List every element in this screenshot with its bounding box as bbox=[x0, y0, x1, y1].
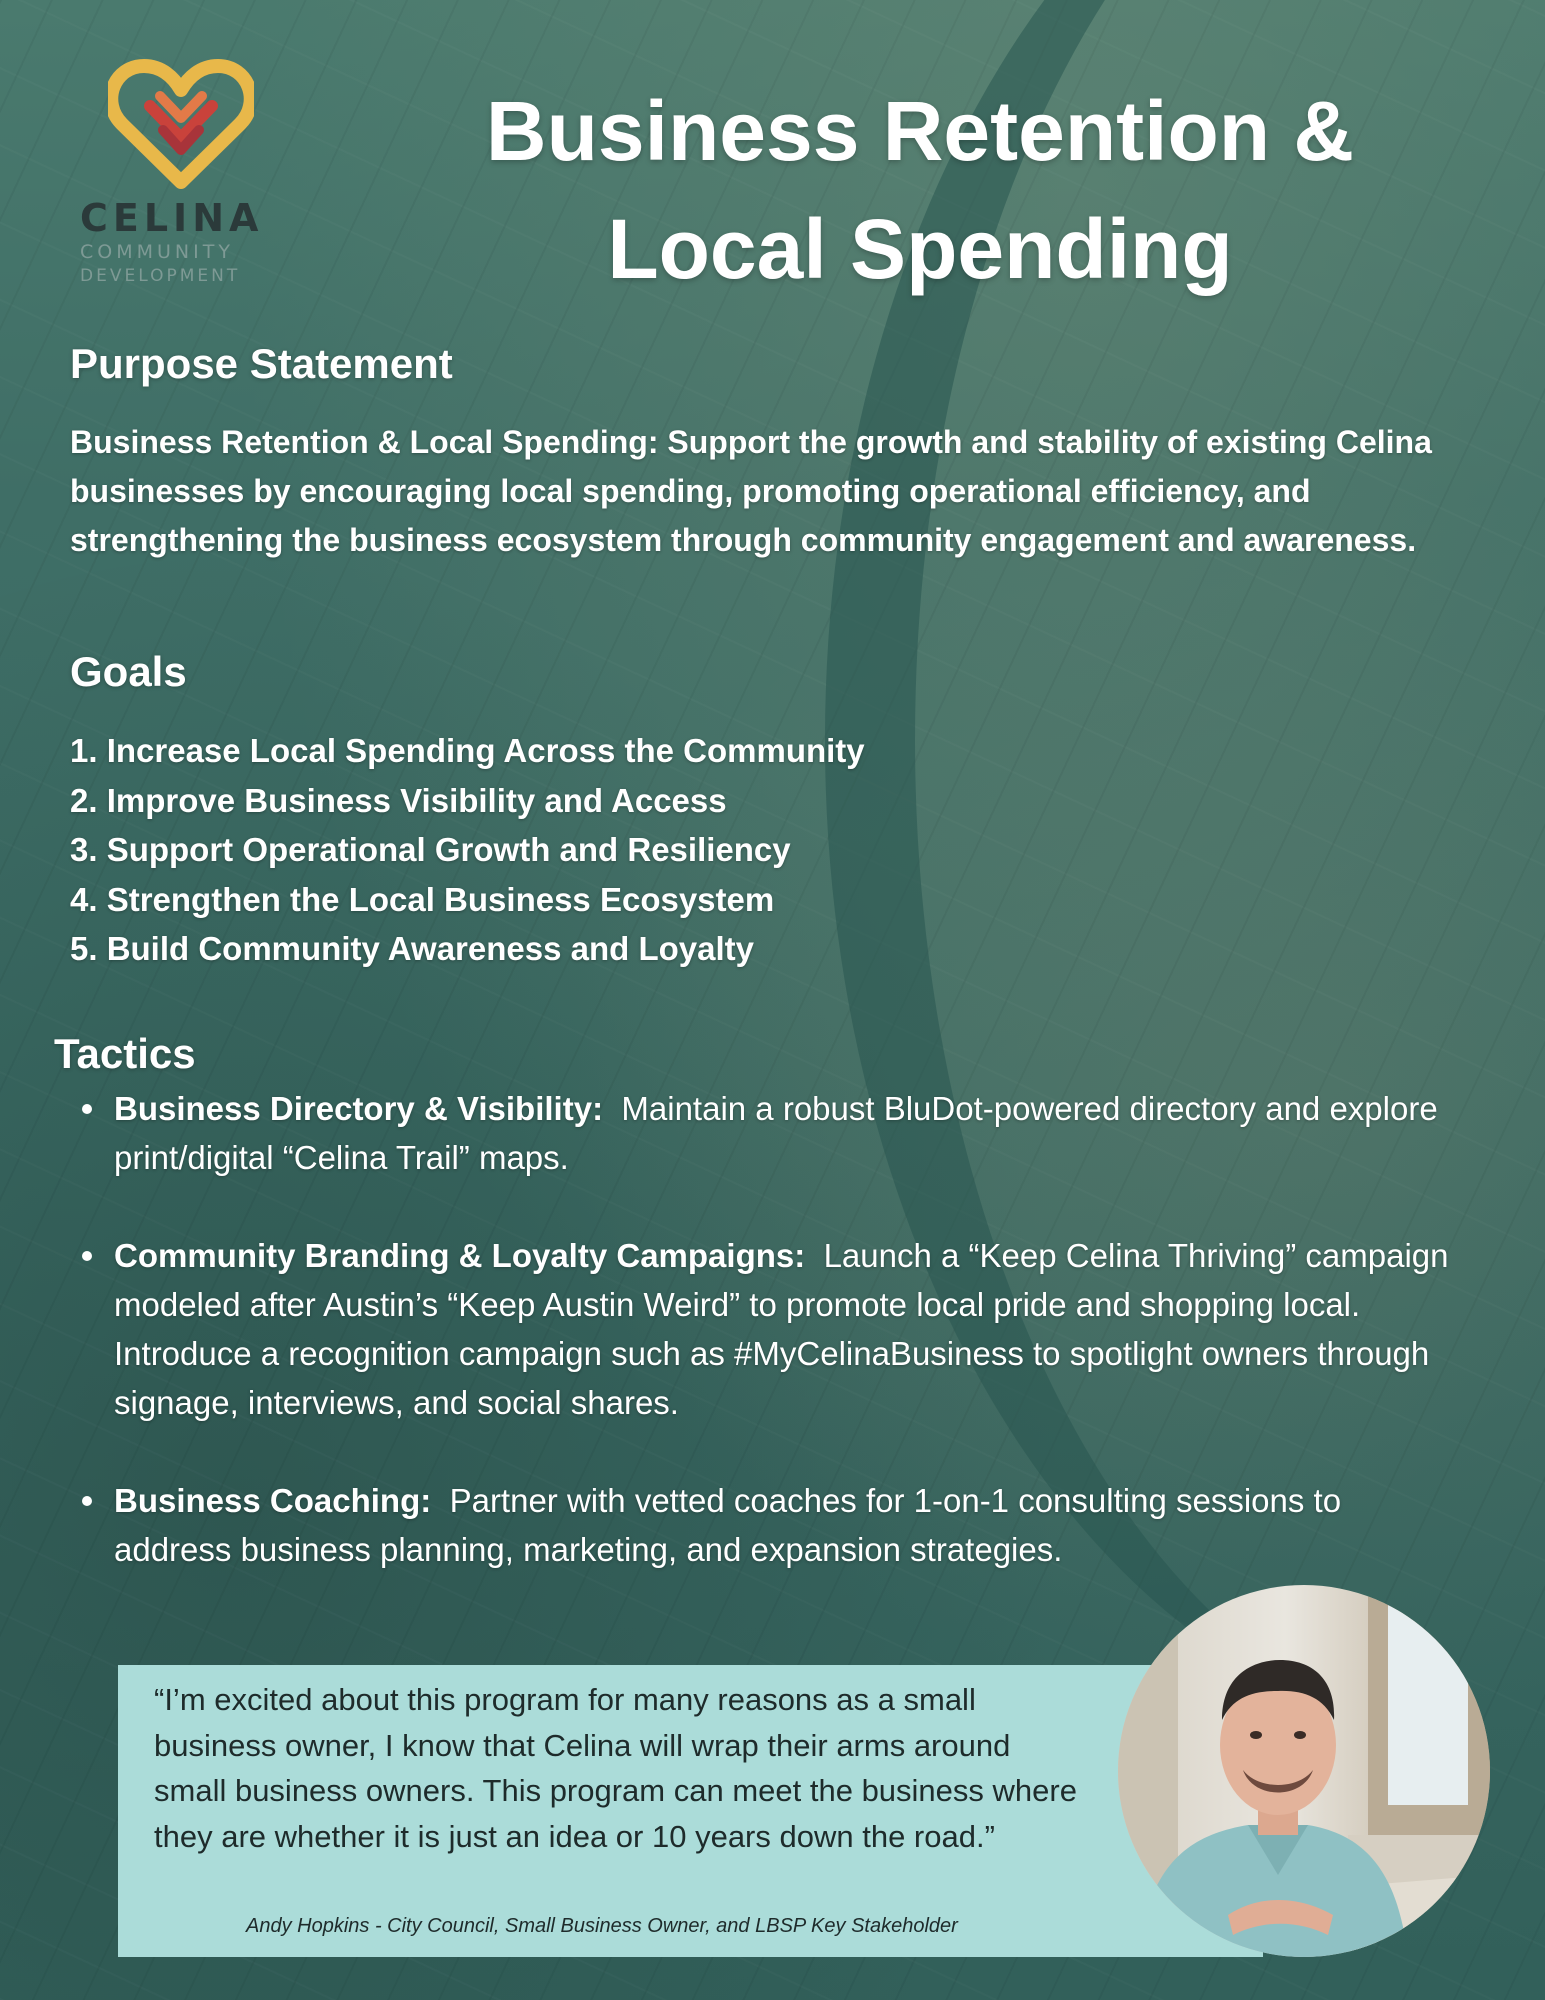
title-line-1: Business Retention & bbox=[485, 84, 1355, 178]
tactics-heading: Tactics bbox=[54, 1030, 196, 1077]
goal-item: 5. Build Community Awareness and Loyalty bbox=[70, 930, 754, 967]
tactic-label: Community Branding & Loyalty Campaigns: bbox=[114, 1237, 806, 1274]
goal-item: 4. Strengthen the Local Business Ecosystem bbox=[70, 880, 775, 918]
tactic-text: Partner with vetted coaches for 1-on-1 consulting sessions to address business planning, marketing, and expansion strategies. bbox=[114, 1482, 1342, 1568]
goal-item: 1. Increase Local Spending Across the Community bbox=[70, 732, 865, 769]
goals-list bbox=[70, 726, 865, 974]
tactic-text: Launch a “Keep Celina Thriving” campaign modeled after Austin’s “Keep Austin Weird” to promote local pride and shopping local. Introduce a recognition campaign such as #MyCelinaBusiness to spotlight owners through signage, interviews, and social shares. bbox=[114, 1237, 1449, 1421]
tactic-item bbox=[80, 1231, 1460, 1427]
testimonial-attribution: Andy Hopkins - City Council, Small Business Owner, and LBSP Key Stakeholder bbox=[246, 1915, 958, 1937]
logo-line-development: DEVELOPMENT bbox=[80, 266, 241, 286]
heart-logo-icon bbox=[108, 58, 254, 190]
tactic-text: Maintain a robust BluDot-powered directory and explore print/digital “Celina Trail” maps. bbox=[114, 1090, 1438, 1176]
tactic-label: Business Coaching: bbox=[114, 1482, 432, 1519]
bullet-icon bbox=[82, 1496, 92, 1506]
bullet-icon bbox=[82, 1104, 92, 1114]
goals-heading: Goals bbox=[70, 648, 187, 695]
tactic-item bbox=[80, 1084, 1460, 1182]
title-line-2: Local Spending bbox=[607, 202, 1233, 296]
page-title bbox=[420, 72, 1420, 308]
testimonial-quote: “I’m excited about this program for many reasons as a small business owner, I know that Celina will wrap their arms around small business owners. This program can meet the business where they are whether it is just an idea or 10 years down the road.” bbox=[154, 1682, 1077, 1854]
purpose-heading: Purpose Statement bbox=[70, 340, 453, 387]
goal-item: 3. Support Operational Growth and Resiliency bbox=[70, 831, 791, 868]
tactic-item bbox=[80, 1476, 1460, 1574]
purpose-statement: Business Retention & Local Spending: Support the growth and stability of existing Celina businesses by encouraging local spending, promoting operational efficiency, and strengthening the business ecosystem through community engagement and awareness. bbox=[70, 424, 1432, 558]
tactic-label: Business Directory & Visibility: bbox=[114, 1090, 604, 1127]
logo-name: CELINA bbox=[80, 196, 264, 240]
goal-item: 2. Improve Business Visibility and Access bbox=[70, 781, 727, 819]
person-portrait-icon bbox=[1118, 1585, 1490, 1957]
bullet-icon bbox=[82, 1251, 92, 1261]
celina-logo bbox=[80, 58, 280, 288]
tactics-list bbox=[80, 1084, 1460, 1623]
testimonial-box bbox=[118, 1665, 1263, 1957]
logo-line-community: COMMUNITY bbox=[80, 241, 234, 263]
stakeholder-photo bbox=[1118, 1585, 1490, 1957]
